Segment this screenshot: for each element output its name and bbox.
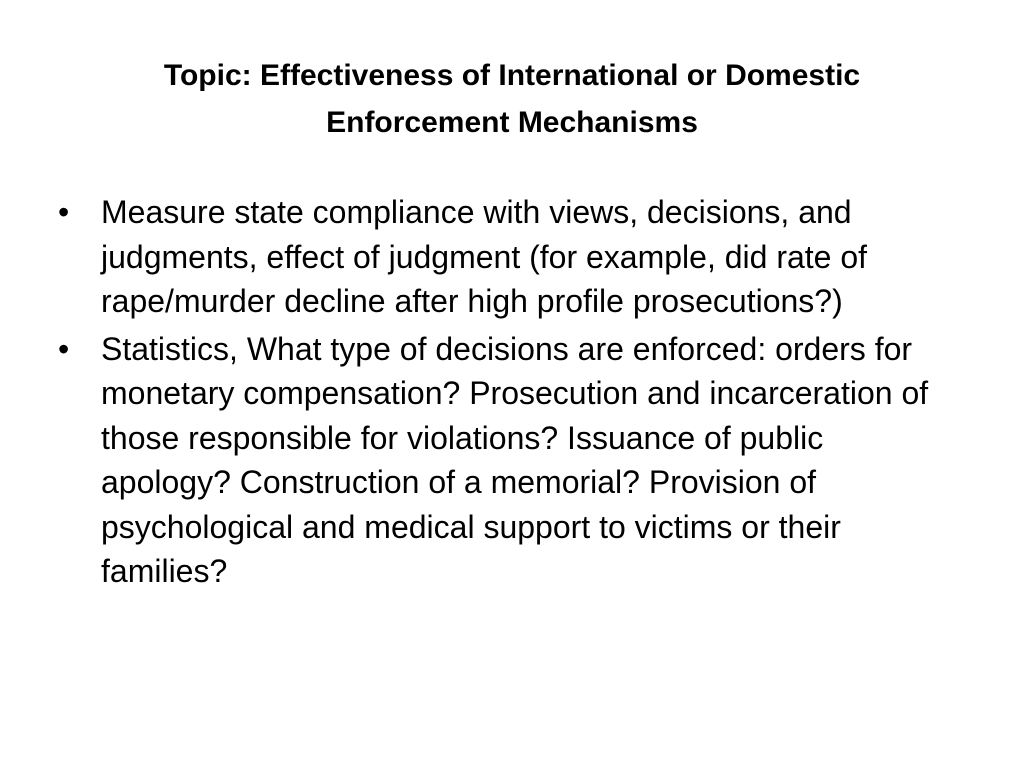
title-line-2: Enforcement Mechanisms: [326, 106, 698, 139]
title-line-1: Topic: Effectiveness of International or Domestic: [163, 59, 861, 92]
slide-title: [60, 52, 964, 146]
bullet-item-statistics: [56, 327, 956, 594]
bullet-dot-icon: •: [58, 194, 70, 230]
bullet-list: [56, 190, 956, 594]
bullet-text: Measure state compliance with views, decisions, and judgments, effect of judgment (for example, did rate of rape/murder decline after high profile prosecutions?): [101, 194, 868, 319]
bullet-dot-icon: •: [58, 330, 70, 367]
bullet-item-compliance: [56, 190, 956, 324]
bullet-text: Statistics, What type of decisions are enforced: orders for monetary compensation? Prosecution and incarceration of those responsible for violations? Issuance of public apology? Construction of a memorial? Provision of psychological and medical support to victims or their families?: [101, 330, 929, 589]
